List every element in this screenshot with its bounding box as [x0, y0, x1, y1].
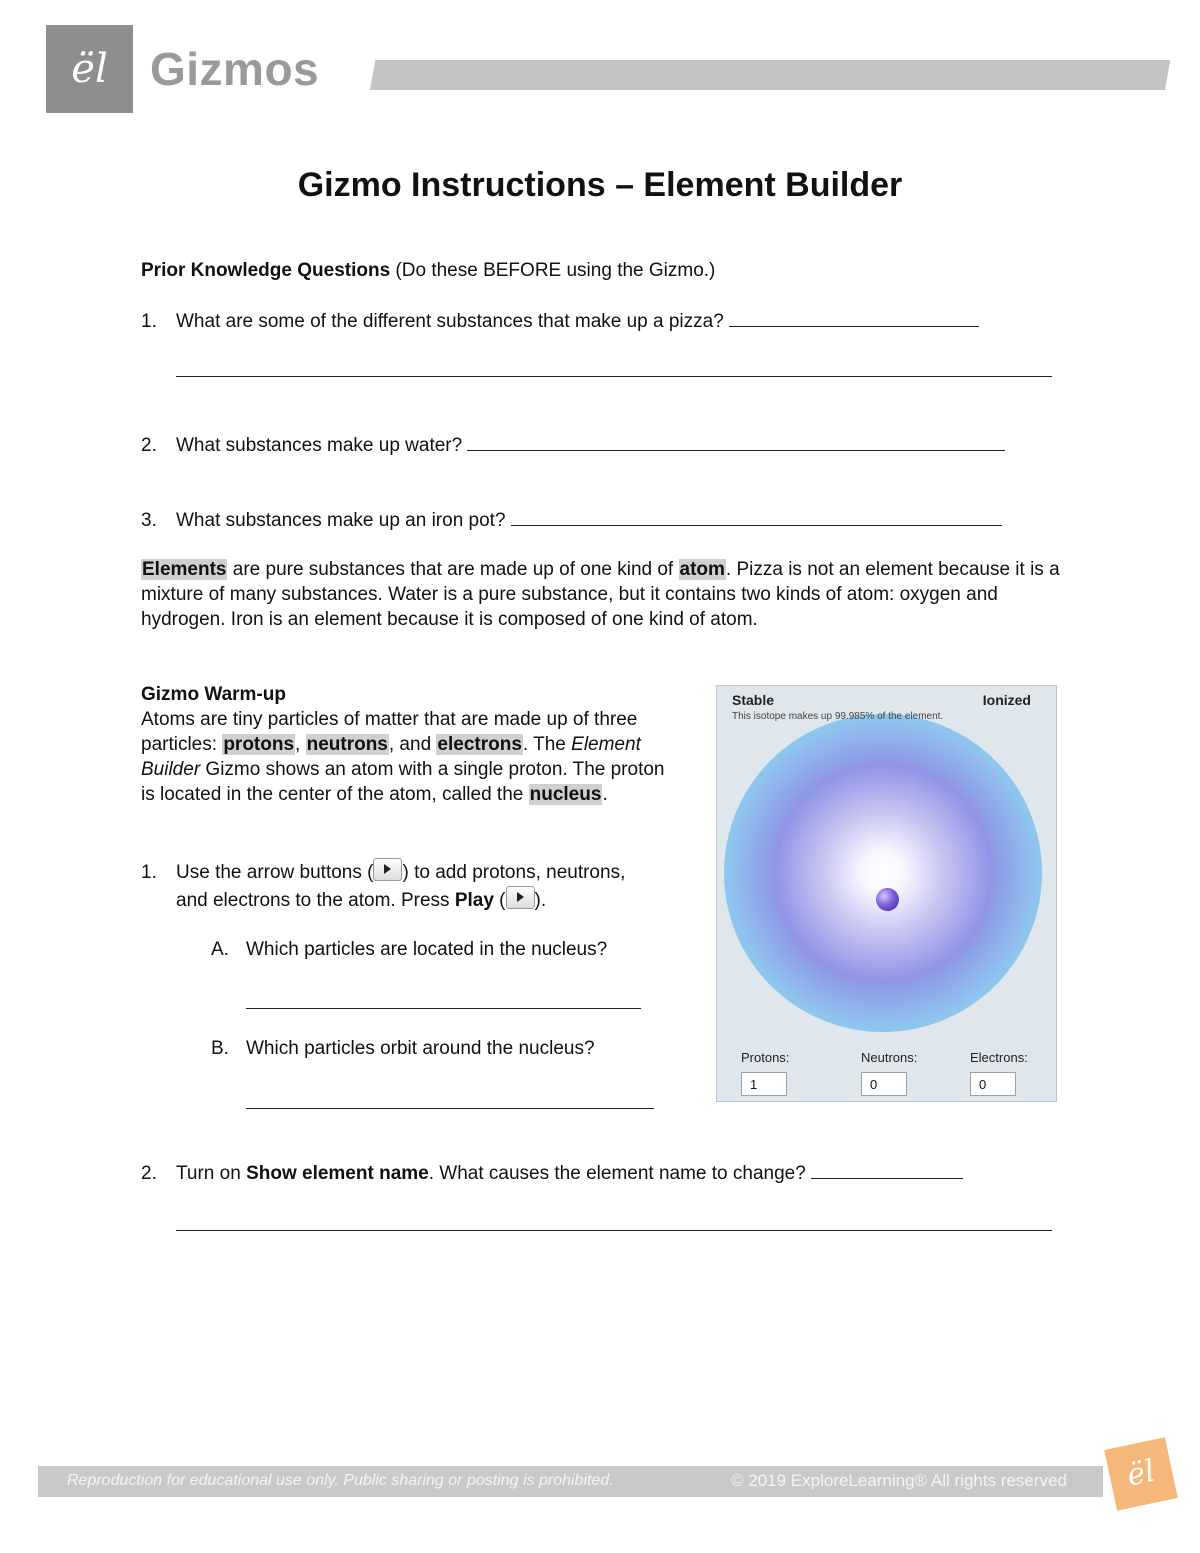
paragraph-text: .: [602, 784, 608, 805]
answer-line[interactable]: [811, 1160, 963, 1179]
header-bar: [370, 60, 1170, 90]
electrons-label: Electrons:: [970, 1050, 1028, 1065]
prior-knowledge-heading: [141, 258, 715, 283]
warmup-step-1: [141, 858, 701, 885]
atom-simulation-panel: [716, 685, 1057, 1102]
question-text: What substances make up water?: [176, 435, 463, 456]
play-label: Play: [454, 890, 494, 911]
sub-question-text: Which particles orbit around the nucleus?: [246, 1038, 595, 1059]
term-elements: Elements: [142, 559, 227, 580]
atom-electron-cloud: [724, 714, 1042, 1032]
elements-paragraph: [141, 557, 1061, 632]
protons-label: Protons:: [741, 1050, 790, 1065]
brand-name: Gizmos: [150, 43, 320, 95]
question-3: [141, 507, 1002, 533]
step-text: . What causes the element name to change?: [428, 1163, 806, 1184]
warmup-paragraph: [141, 707, 681, 807]
warmup-heading: Gizmo Warm-up: [141, 684, 286, 705]
gizmos-logo: [46, 25, 133, 113]
sub-question-b: [211, 1036, 595, 1061]
question-number: 1.: [141, 311, 157, 332]
question-2: [141, 432, 1005, 458]
question-1: [141, 308, 979, 334]
term-atom: atom: [679, 559, 725, 580]
step-text: and electrons to the atom. Press: [176, 890, 455, 911]
neutrons-label: Neutrons:: [861, 1050, 918, 1065]
play-button-icon: [506, 886, 535, 909]
sub-question-letter: B.: [211, 1038, 229, 1059]
paragraph-text: . The: [522, 734, 572, 755]
paragraph-text: Gizmo shows an atom with a single proton. The proton is located in the center of the atom, called the: [141, 759, 665, 805]
step-text: Turn on: [176, 1163, 247, 1184]
explorelearning-logo: [1104, 1437, 1178, 1511]
step-text: Use the arrow buttons (: [176, 862, 374, 883]
paragraph-text: , and: [388, 734, 437, 755]
nucleus-proton: [876, 888, 899, 911]
answer-line[interactable]: [176, 1212, 1052, 1231]
ionized-label: Ionized: [982, 692, 1031, 708]
term-neutrons: neutrons: [306, 734, 388, 755]
logo-glyph: ël: [71, 46, 108, 92]
page-title: Gizmo Instructions – Element Builder: [297, 166, 903, 204]
show-element-name-label: Show element name: [246, 1163, 429, 1184]
sub-question-a: [211, 937, 607, 962]
term-protons: protons: [223, 734, 295, 755]
prior-heading-bold: Prior Knowledge Questions: [141, 260, 391, 281]
question-number: 2.: [141, 435, 157, 456]
electrons-count-field[interactable]: 0: [970, 1072, 1016, 1096]
stable-label: Stable: [732, 692, 775, 708]
step-text: (: [493, 890, 506, 911]
term-nucleus: nucleus: [529, 784, 602, 805]
term-electrons: electrons: [437, 734, 522, 755]
footer-reproduction-notice: Reproduction for educational use only. Public sharing or posting is prohibited.: [67, 1472, 614, 1489]
prior-heading-note: (Do these BEFORE using the Gizmo.): [390, 260, 716, 281]
answer-line[interactable]: [246, 990, 641, 1009]
paragraph-text: are pure substances that are made up of one kind of: [227, 559, 679, 580]
gizmo-name: Element Builder: [141, 734, 641, 780]
question-text: What substances make up an iron pot?: [176, 510, 506, 531]
paragraph-text: Atoms are tiny particles of matter that are made up of three particles:: [141, 709, 638, 755]
question-number: 3.: [141, 510, 157, 531]
answer-line[interactable]: [176, 358, 1052, 377]
step-number: 1.: [141, 862, 157, 883]
sub-question-text: Which particles are located in the nucleus?: [246, 939, 608, 960]
arrow-button-icon: [373, 858, 402, 881]
step-number: 2.: [141, 1163, 157, 1184]
isotope-note: This isotope makes up 99.985% of the element.: [732, 711, 944, 722]
step-text: ) to add protons, neutrons,: [402, 862, 626, 883]
sub-question-letter: A.: [211, 939, 229, 960]
neutrons-count-field[interactable]: 0: [861, 1072, 907, 1096]
warmup-step-2: [141, 1160, 963, 1186]
paragraph-text: . Pizza is not an element because it is a mixture of many substances. Water is a pure substance, but it contains two kinds of atom: oxygen and hydrogen. Iron is an element because it is composed of one kind of atom.: [141, 559, 1060, 630]
question-text: What are some of the different substances that make up a pizza?: [176, 311, 724, 332]
warmup-step-1-cont: [176, 886, 696, 913]
protons-count-field[interactable]: 1: [741, 1072, 787, 1096]
answer-line[interactable]: [511, 507, 1002, 526]
answer-line[interactable]: [729, 308, 979, 327]
answer-line[interactable]: [246, 1090, 654, 1109]
footer-logo-glyph: ël: [1123, 1453, 1158, 1494]
paragraph-text: ,: [295, 734, 301, 755]
footer-copyright: © 2019 ExploreLearning® All rights reserved: [731, 1471, 1067, 1490]
step-text: ).: [534, 890, 547, 911]
answer-line[interactable]: [467, 432, 1005, 451]
